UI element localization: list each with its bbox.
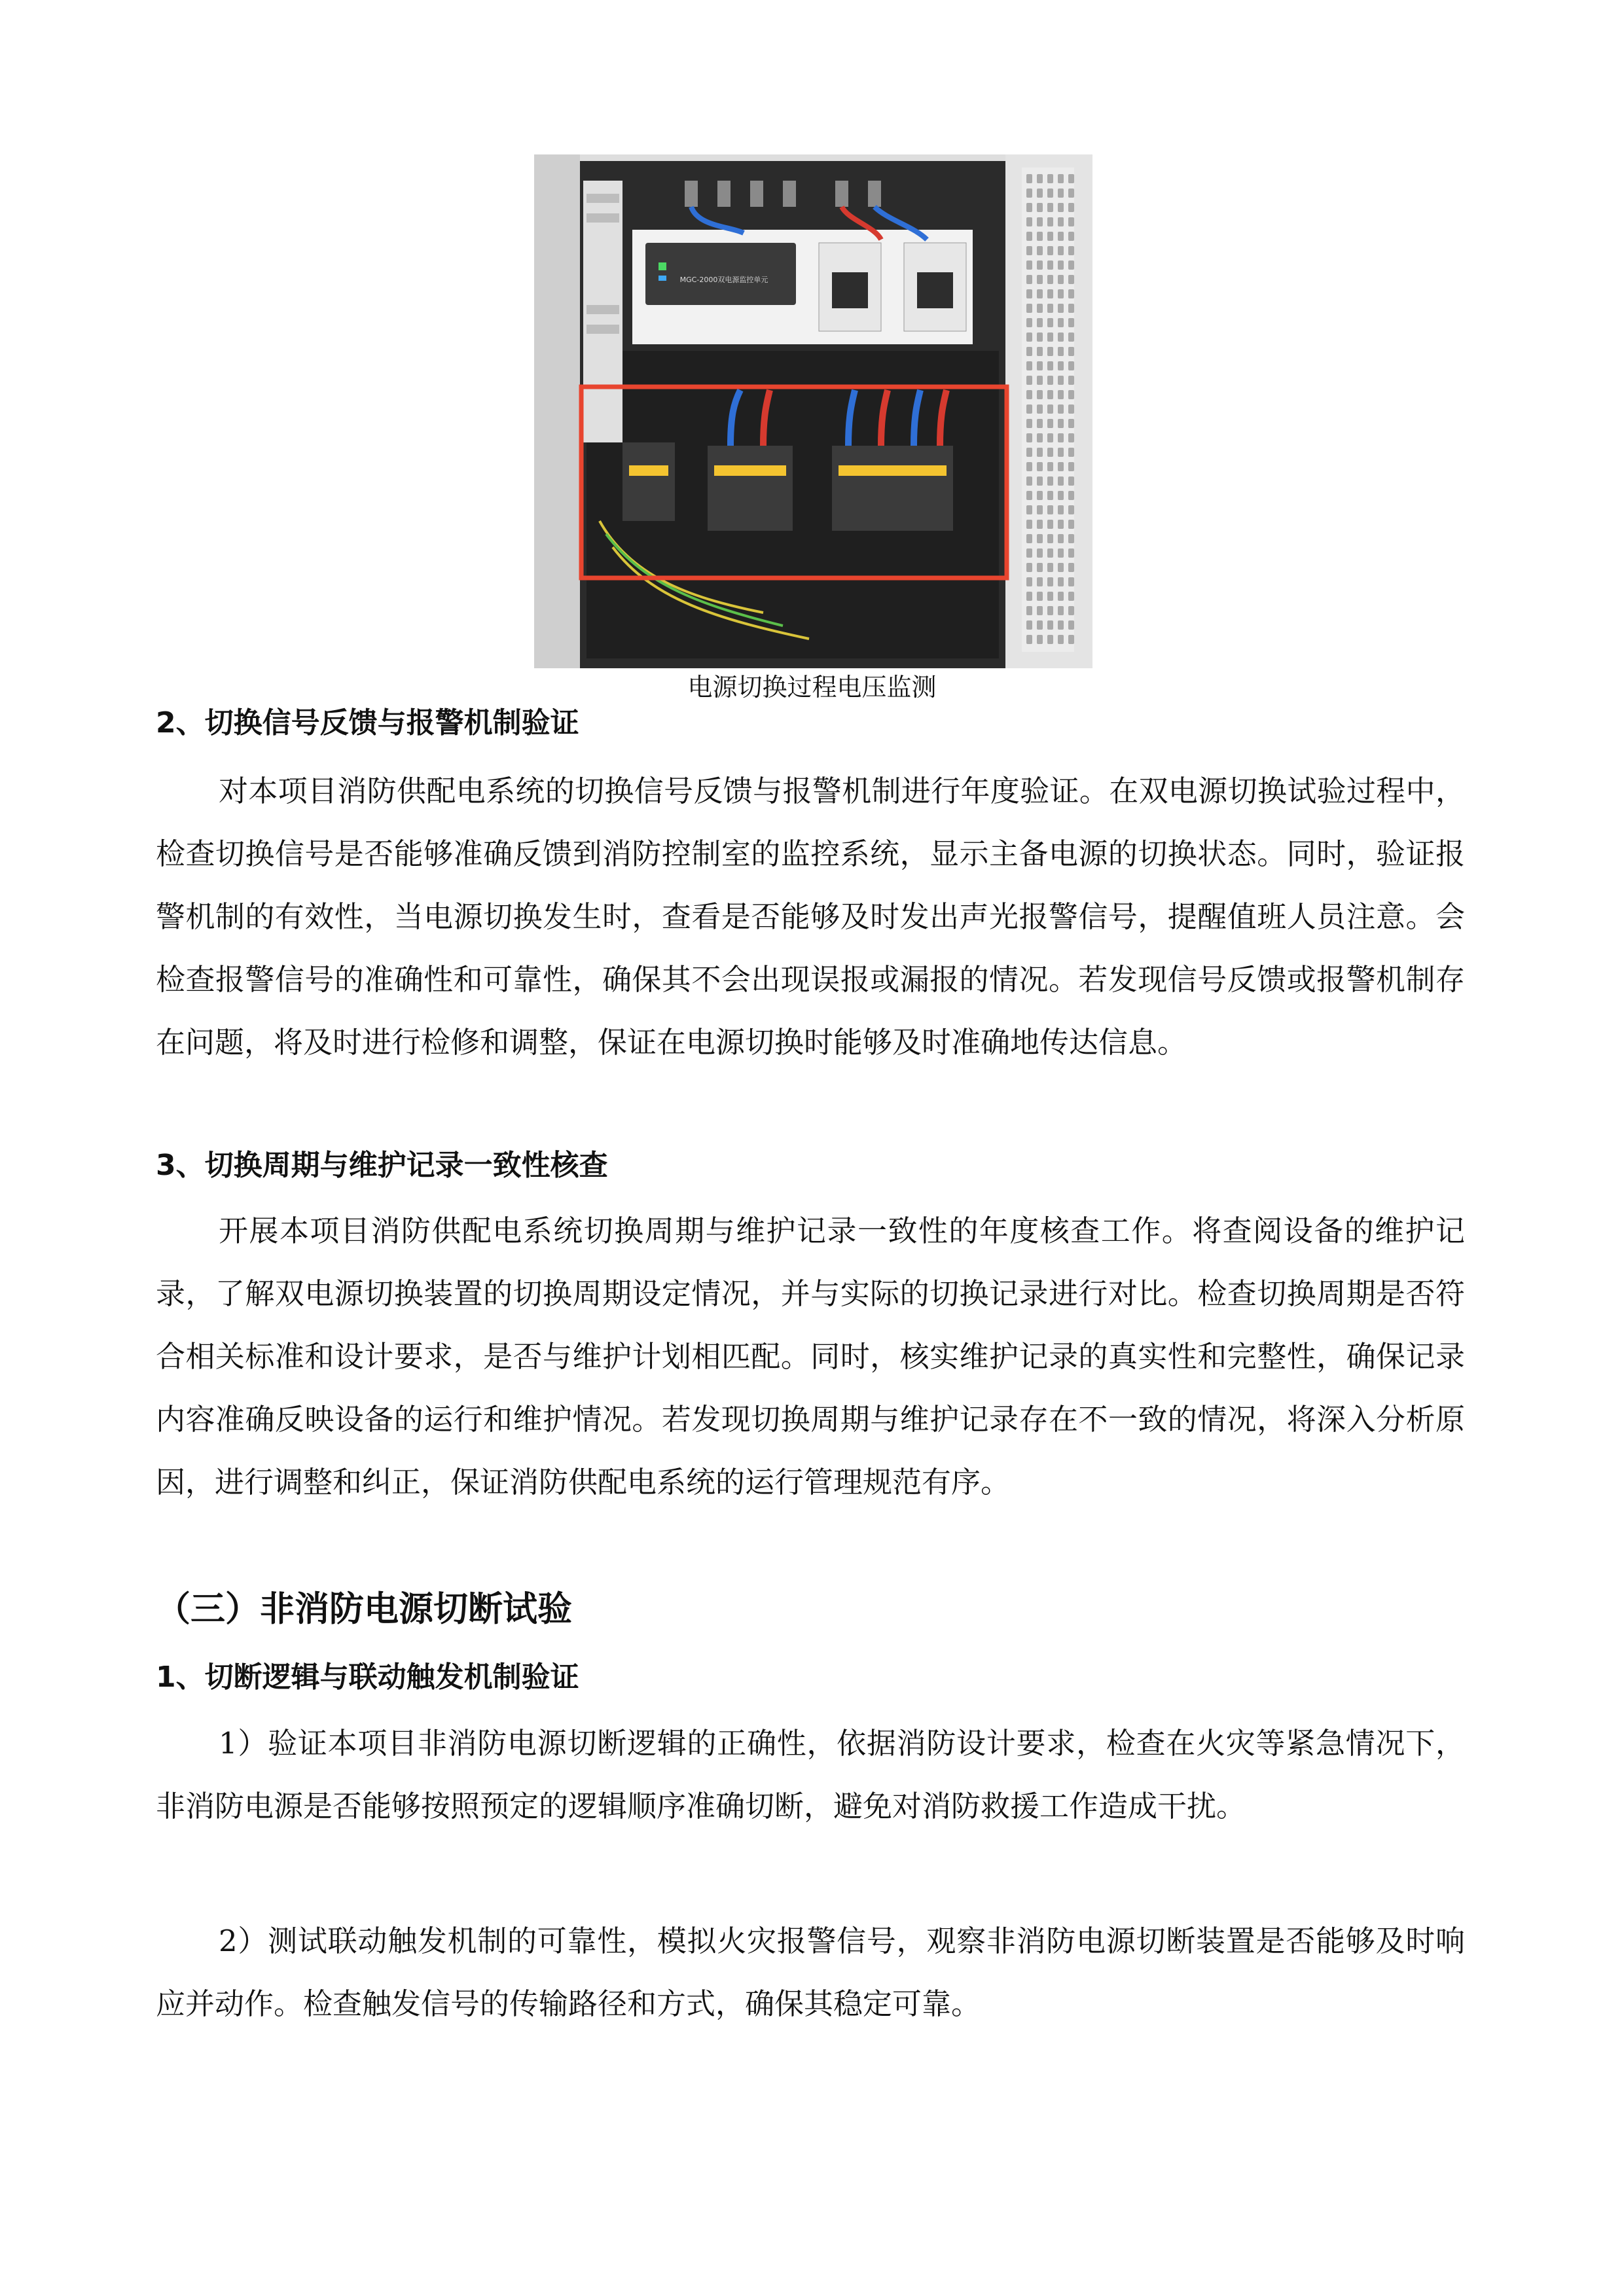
panel-vent-hole <box>1037 505 1043 514</box>
panel-vent-hole <box>1047 275 1053 284</box>
panel-vent-hole <box>1058 332 1064 342</box>
panel-vent-hole <box>1037 390 1043 399</box>
panel-vent-hole <box>1026 577 1032 586</box>
panel-vent-hole <box>1058 188 1064 198</box>
panel-vent-hole <box>1068 188 1074 198</box>
panel-vent-hole <box>1058 390 1064 399</box>
panel-vent-hole <box>1068 246 1074 255</box>
panel-vent-hole <box>1037 476 1043 486</box>
panel-vent-hole <box>1026 563 1032 572</box>
panel-vent-hole <box>1068 476 1074 486</box>
panel-vent-hole <box>1037 635 1043 644</box>
panel-vent-hole <box>1058 548 1064 558</box>
panel-vent-hole <box>1047 390 1053 399</box>
panel-vent-hole <box>1058 232 1064 241</box>
panel-vent-hole <box>1068 174 1074 183</box>
panel-vent-hole <box>1058 448 1064 457</box>
panel-vent-hole <box>1058 476 1064 486</box>
panel-vent-hole <box>1026 289 1032 298</box>
panel-vent-hole <box>1026 592 1032 601</box>
panel-vent-hole <box>1047 620 1053 630</box>
panel-vent-hole <box>1047 174 1053 183</box>
panel-vent-hole <box>1047 318 1053 327</box>
panel-vent-hole <box>1026 491 1032 500</box>
panel-vent-hole <box>1037 577 1043 586</box>
panel-vent-hole <box>1068 232 1074 241</box>
panel-vent-hole <box>1058 462 1064 471</box>
panel-vent-hole <box>1058 592 1064 601</box>
panel-vent-hole <box>1037 548 1043 558</box>
panel-vent-hole <box>1058 635 1064 644</box>
panel-vent-hole <box>1026 462 1032 471</box>
panel-vent-hole <box>1068 260 1074 270</box>
section-2-heading: 2、切换信号反馈与报警机制验证 <box>156 706 579 740</box>
panel-vent-hole <box>1037 462 1043 471</box>
panel-vent-hole <box>1068 548 1074 558</box>
panel-vent-hole <box>1037 174 1043 183</box>
panel-vent-hole <box>1037 592 1043 601</box>
panel-vent-hole <box>1047 592 1053 601</box>
panel-vent-hole <box>1037 260 1043 270</box>
panel-vent-hole <box>1026 347 1032 356</box>
panel-vent-hole <box>1026 174 1032 183</box>
panel-vent-hole <box>1058 260 1064 270</box>
panel-vent-hole <box>1047 361 1053 370</box>
panel-vent-hole <box>1068 347 1074 356</box>
panel-vent-hole <box>1068 404 1074 414</box>
panel-vent-hole <box>1068 203 1074 212</box>
panel-vent-hole <box>1026 505 1032 514</box>
panel-vent-hole <box>1047 188 1053 198</box>
panel-vent-hole <box>1068 217 1074 226</box>
panel-vent-hole <box>1058 361 1064 370</box>
panel-vent-hole <box>1058 203 1064 212</box>
panel-vent-hole <box>1026 217 1032 226</box>
panel-vent-hole <box>1047 606 1053 615</box>
panel-vent-hole <box>1037 275 1043 284</box>
panel-vent-hole <box>1037 433 1043 442</box>
panel-vent-hole <box>1026 361 1032 370</box>
panel-vent-hole <box>1068 620 1074 630</box>
panel-vent-hole <box>1037 376 1043 385</box>
panel-vent-hole <box>1037 217 1043 226</box>
panel-vent-hole <box>1058 433 1064 442</box>
panel-vent-hole <box>1026 419 1032 428</box>
panel-vent-hole <box>1068 563 1074 572</box>
panel-vent-hole <box>1026 260 1032 270</box>
part-3-sub-1-heading: 1、切断逻辑与联动触发机制验证 <box>156 1660 579 1694</box>
panel-vent-hole <box>1037 347 1043 356</box>
panel-vent-hole <box>1037 563 1043 572</box>
panel-vent-hole <box>1068 304 1074 313</box>
panel-vent-hole <box>1026 318 1032 327</box>
panel-vent-hole <box>1058 347 1064 356</box>
panel-vent-hole <box>1068 419 1074 428</box>
panel-vent-hole <box>1026 232 1032 241</box>
panel-vent-hole <box>1068 289 1074 298</box>
panel-vent-hole <box>1037 419 1043 428</box>
panel-vent-hole <box>1026 332 1032 342</box>
panel-vent-hole <box>1068 606 1074 615</box>
panel-vent-hole <box>1037 534 1043 543</box>
panel-vent-hole <box>1068 448 1074 457</box>
panel-vent-hole <box>1047 232 1053 241</box>
panel-vent-hole <box>1047 448 1053 457</box>
panel-vent-hole <box>1047 289 1053 298</box>
panel-vent-hole <box>1047 246 1053 255</box>
panel-vent-hole <box>1037 332 1043 342</box>
figure-caption: 电源切换过程电压监测 <box>687 673 937 702</box>
panel-vent-hole <box>1058 217 1064 226</box>
panel-vent-hole <box>1058 376 1064 385</box>
panel-vent-hole <box>1047 419 1053 428</box>
panel-vent-hole <box>1037 304 1043 313</box>
panel-vent-hole <box>1058 505 1064 514</box>
panel-vent-hole <box>1026 376 1032 385</box>
panel-vent-hole <box>1068 361 1074 370</box>
panel-vent-hole <box>1026 548 1032 558</box>
panel-vent-hole <box>1037 606 1043 615</box>
panel-vent-hole <box>1047 476 1053 486</box>
panel-vent-hole <box>1058 491 1064 500</box>
panel-vent-hole <box>1068 534 1074 543</box>
panel-vent-hole <box>1026 635 1032 644</box>
panel-vent-hole <box>1047 332 1053 342</box>
panel-vent-hole <box>1037 232 1043 241</box>
panel-vent-hole <box>1058 318 1064 327</box>
panel-vent-hole <box>1047 404 1053 414</box>
panel-vent-hole <box>1026 448 1032 457</box>
panel-vent-hole <box>1068 376 1074 385</box>
panel-vent-hole <box>1047 635 1053 644</box>
panel-vent-hole <box>1037 188 1043 198</box>
panel-vent-hole <box>1058 577 1064 586</box>
panel-vent-hole <box>1026 188 1032 198</box>
panel-vent-hole <box>1047 260 1053 270</box>
panel-vent-hole <box>1058 534 1064 543</box>
panel-vent-hole <box>1037 246 1043 255</box>
panel-vent-hole <box>1047 347 1053 356</box>
panel-vent-hole <box>1047 433 1053 442</box>
panel-vent-hole <box>1058 563 1064 572</box>
section-3-paragraph: 开展本项目消防供配电系统切换周期与维护记录一致性的年度核查工作。将查阅设备的维护记录，了解双电源切换装置的切换周期设定情况，并与实际的切换记录进行对比。检查切换周期是否符合相关标准和设计要求，是否与维护计划相匹配。同时，核实维护记录的真实性和完整性，确保记录内容准确反映设备的运行和维护情况。若发现切换周期与维护记录存在不一致的情况，将深入分析原因，进行调整和纠正，保证消防供配电系统的运行管理规范有序。 <box>156 1213 1465 1499</box>
panel-vent-hole <box>1047 505 1053 514</box>
panel-vent-hole <box>1068 332 1074 342</box>
panel-vent-hole <box>1058 304 1064 313</box>
section-2-paragraph: 对本项目消防供配电系统的切换信号反馈与报警机制进行年度验证。在双电源切换试验过程中，检查切换信号是否能够准确反馈到消防控制室的监控系统，显示主备电源的切换状态。同时，验证报警机制的有效性，当电源切换发生时，查看是否能够及时发出声光报警信号，提醒值班人员注意。会检查报警信号的准确性和可靠性，确保其不会出现误报或漏报的情况。若发现信号反馈或报警机制存在问题，将及时进行检修和调整，保证在电源切换时能够及时准确地传达信息。 <box>156 774 1465 1060</box>
cabinet-illustration <box>534 154 1092 668</box>
panel-vent-hole <box>1047 577 1053 586</box>
panel-vent-hole <box>1058 606 1064 615</box>
panel-vent-hole <box>1026 476 1032 486</box>
section-3-heading: 3、切换周期与维护记录一致性核查 <box>156 1149 608 1182</box>
panel-vent-hole <box>1026 404 1032 414</box>
panel-vent-hole <box>1037 620 1043 630</box>
panel-vent-hole <box>1068 462 1074 471</box>
panel-vent-hole <box>1068 318 1074 327</box>
panel-vent-hole <box>1058 419 1064 428</box>
panel-vent-hole <box>1058 404 1064 414</box>
panel-vent-hole <box>1068 577 1074 586</box>
panel-vent-hole <box>1058 620 1064 630</box>
panel-vent-hole <box>1037 361 1043 370</box>
panel-vent-hole <box>1026 203 1032 212</box>
panel-vent-hole <box>1037 491 1043 500</box>
part-3-item-1: 1）验证本项目非消防电源切断逻辑的正确性，依据消防设计要求，检查在火灾等紧急情况下，非消防电源是否能够按照预定的逻辑顺序准确切断，避免对消防救援工作造成干扰。 <box>156 1726 1465 1823</box>
panel-vent-hole <box>1047 520 1053 529</box>
panel-vent-hole <box>1037 318 1043 327</box>
panel-vent-hole <box>1047 548 1053 558</box>
panel-vent-hole <box>1026 304 1032 313</box>
panel-vent-hole <box>1026 275 1032 284</box>
panel-vent-hole <box>1058 174 1064 183</box>
panel-vent-hole <box>1047 491 1053 500</box>
panel-vent-hole <box>1058 246 1064 255</box>
panel-vent-hole <box>1026 390 1032 399</box>
panel-vent-hole <box>1047 534 1053 543</box>
panel-vent-hole <box>1058 520 1064 529</box>
panel-vent-hole <box>1037 203 1043 212</box>
panel-vent-hole <box>1058 289 1064 298</box>
panel-vent-hole <box>1037 520 1043 529</box>
panel-vent-hole <box>1026 433 1032 442</box>
panel-vent-hole <box>1047 376 1053 385</box>
panel-vent-hole <box>1068 390 1074 399</box>
panel-vent-hole <box>1068 275 1074 284</box>
panel-vent-hole <box>1047 203 1053 212</box>
cabinet-photo <box>534 154 1092 668</box>
panel-vent-hole <box>1037 289 1043 298</box>
panel-vent-hole <box>1047 462 1053 471</box>
panel-vent-hole <box>1068 592 1074 601</box>
part-3-heading: （三）非消防电源切断试验 <box>156 1589 572 1629</box>
panel-vent-hole <box>1058 275 1064 284</box>
panel-vent-hole <box>1068 433 1074 442</box>
device-label: MGC-2000双电源监控单元 <box>679 276 768 284</box>
panel-vent-hole <box>1037 404 1043 414</box>
panel-vent-hole <box>1068 635 1074 644</box>
panel-vent-hole <box>1068 520 1074 529</box>
panel-vent-hole <box>1047 304 1053 313</box>
panel-vent-hole <box>1047 217 1053 226</box>
panel-vent-hole <box>1047 563 1053 572</box>
panel-vent-hole <box>1068 491 1074 500</box>
panel-vent-hole <box>1026 534 1032 543</box>
part-3-item-2: 2）测试联动触发机制的可靠性，模拟火灾报警信号，观察非消防电源切断装置是否能够及时响应并动作。检查触发信号的传输路径和方式，确保其稳定可靠。 <box>156 1924 1465 2021</box>
panel-vent-hole <box>1026 606 1032 615</box>
panel-vent-hole <box>1037 448 1043 457</box>
panel-vent-hole <box>1026 246 1032 255</box>
panel-vent-hole <box>1068 505 1074 514</box>
panel-vent-hole <box>1026 620 1032 630</box>
panel-vent-hole <box>1026 520 1032 529</box>
